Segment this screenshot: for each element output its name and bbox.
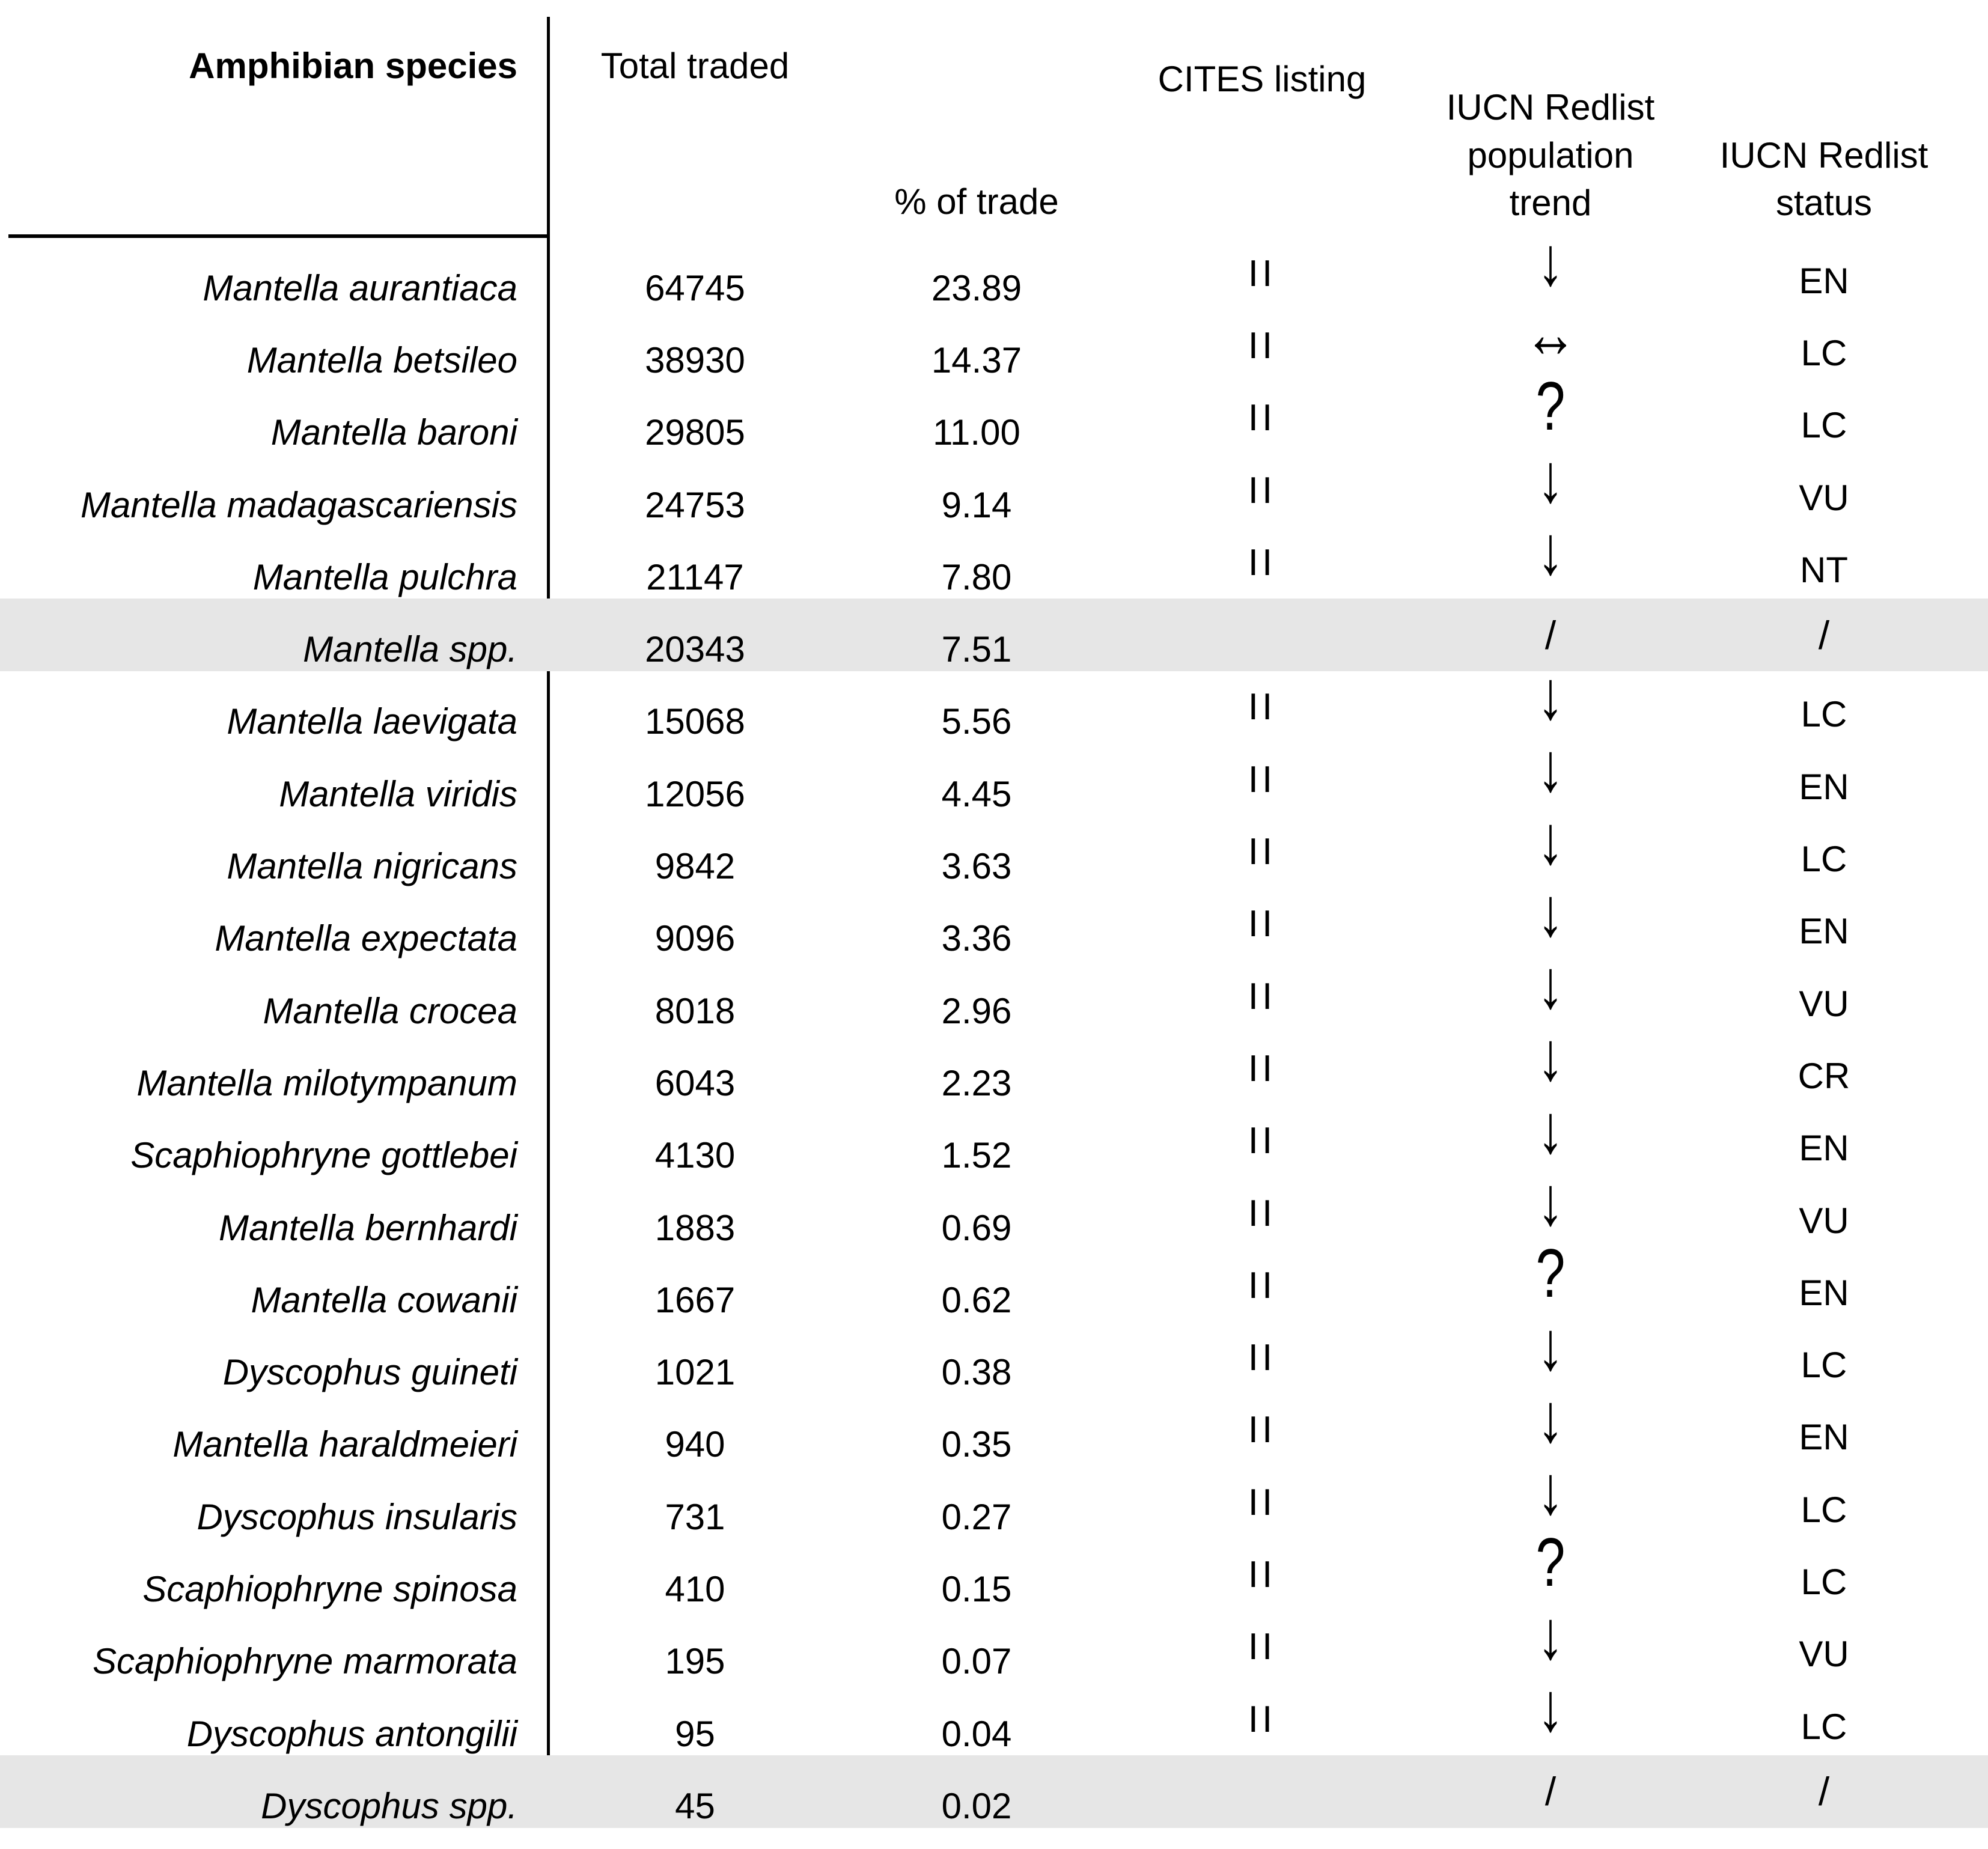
total-traded-value: 1883 xyxy=(654,1207,736,1248)
table-row xyxy=(0,1523,1988,1610)
cites-listing-value: II xyxy=(1248,1698,1276,1740)
table-row xyxy=(0,945,1988,1032)
species-name: Mantella bernhardi xyxy=(219,1207,517,1248)
species-name: Mantella haraldmeieri xyxy=(172,1424,517,1465)
population-trend-symbol: ? xyxy=(1535,1234,1566,1312)
population-trend-symbol: ↓ xyxy=(1537,1162,1564,1240)
cites-listing-value: II xyxy=(1248,1047,1276,1089)
pct-of-trade-value: 0.15 xyxy=(941,1568,1012,1609)
population-trend-symbol: ↓ xyxy=(1537,656,1564,734)
redlist-status-value: VU xyxy=(1799,1200,1849,1241)
redlist-status-value: EN xyxy=(1799,766,1849,807)
pct-of-trade-value: 0.38 xyxy=(941,1352,1012,1393)
table-row xyxy=(0,1162,1988,1249)
redlist-status-value: VU xyxy=(1799,1634,1849,1675)
header-trend-line-1: IUCN Redlist xyxy=(1446,87,1655,128)
header-amphibian-species-label: Amphibian species xyxy=(189,46,517,86)
cites-listing-value: II xyxy=(1248,1264,1276,1306)
total-traded-value: 1667 xyxy=(654,1279,736,1320)
pct-of-trade-value: 7.51 xyxy=(941,629,1012,670)
pct-of-trade-value: 4.45 xyxy=(941,773,1012,814)
pct-of-trade-value: 7.80 xyxy=(941,556,1012,597)
redlist-status-value: EN xyxy=(1799,1128,1849,1169)
pct-of-trade-value: 14.37 xyxy=(931,340,1022,380)
total-traded-value: 9842 xyxy=(654,846,736,887)
pct-of-trade-value: 9.14 xyxy=(941,484,1012,525)
species-name: Dyscophus guineti xyxy=(222,1352,517,1393)
pct-of-trade-value: 0.62 xyxy=(941,1279,1012,1320)
redlist-status-value: NT xyxy=(1800,549,1848,590)
population-trend-symbol: ↓ xyxy=(1537,728,1564,806)
pct-of-trade-value: 1.52 xyxy=(941,1135,1012,1176)
total-traded-value: 940 xyxy=(665,1424,725,1465)
species-name: Mantella expectata xyxy=(215,918,517,959)
cites-listing-value: II xyxy=(1248,1337,1276,1379)
header-amphibian-species xyxy=(0,0,549,237)
species-name: Dyscophus antongilii xyxy=(186,1713,517,1754)
species-name: Dyscophus insularis xyxy=(197,1496,517,1537)
population-trend-symbol: ↓ xyxy=(1537,1451,1564,1529)
table-row xyxy=(0,367,1988,454)
header-iucn-redlist-status xyxy=(1689,0,1959,237)
pct-of-trade-value: 2.23 xyxy=(941,1062,1012,1103)
total-traded-value: 1021 xyxy=(654,1352,736,1393)
pct-of-trade-value: 2.96 xyxy=(941,990,1012,1031)
table-row xyxy=(0,1595,1988,1683)
species-name: Mantella madagascariensis xyxy=(80,484,517,525)
total-traded-value: 21147 xyxy=(646,556,744,597)
population-trend-symbol: ↓ xyxy=(1537,873,1564,951)
table-header xyxy=(0,0,1988,237)
cites-listing-value: II xyxy=(1248,686,1276,728)
redlist-status-value: EN xyxy=(1799,911,1849,952)
pct-of-trade-value: 23.89 xyxy=(931,267,1022,308)
header-status-line-1: IUCN Redlist xyxy=(1719,135,1929,175)
pct-of-trade-value: 5.56 xyxy=(941,701,1012,742)
species-name: Mantella aurantiaca xyxy=(203,267,517,308)
redlist-status-value: EN xyxy=(1799,1417,1849,1458)
redlist-status-value: LC xyxy=(1800,1706,1847,1747)
redlist-status-value: LC xyxy=(1800,694,1847,735)
header-pct-of-trade-label: % of trade xyxy=(894,181,1059,222)
redlist-status-value: EN xyxy=(1799,260,1849,301)
species-name: Mantella crocea xyxy=(263,990,517,1031)
redlist-status-value: VU xyxy=(1799,983,1849,1024)
table-row xyxy=(0,728,1988,815)
cites-listing-value: II xyxy=(1248,1553,1276,1595)
pct-of-trade-value: 0.04 xyxy=(941,1713,1012,1754)
table-row xyxy=(0,1089,1988,1177)
total-traded-value: 4130 xyxy=(654,1135,736,1176)
cites-listing-value: II xyxy=(1248,1409,1276,1451)
table-row xyxy=(0,1234,1988,1321)
population-trend-symbol: ↓ xyxy=(1537,1017,1564,1095)
population-trend-symbol: ↓ xyxy=(1537,800,1564,879)
cites-listing-value: II xyxy=(1248,758,1276,800)
total-traded-value: 24753 xyxy=(645,484,745,525)
total-traded-value: 15068 xyxy=(645,701,745,742)
redlist-status-value: / xyxy=(1818,1769,1830,1814)
table-row xyxy=(0,222,1988,309)
cites-listing-value: II xyxy=(1248,1626,1276,1668)
species-name: Mantella milotympanum xyxy=(136,1062,517,1103)
pct-of-trade-value: 11.00 xyxy=(933,412,1020,453)
species-name: Mantella pulchra xyxy=(252,556,517,597)
table-row xyxy=(0,800,1988,888)
pct-of-trade-value: 0.69 xyxy=(941,1207,1012,1248)
cites-listing-value: II xyxy=(1248,975,1276,1017)
population-trend-symbol: ↓ xyxy=(1537,222,1564,300)
redlist-status-value: LC xyxy=(1800,332,1847,373)
table-row xyxy=(0,511,1988,599)
table-row xyxy=(0,1755,1988,1827)
redlist-status-value: LC xyxy=(1800,405,1847,446)
redlist-status-value: LC xyxy=(1800,1489,1847,1530)
species-name: Scaphiophryne marmorata xyxy=(92,1641,517,1682)
table-row xyxy=(0,1017,1988,1104)
population-trend-symbol: ↓ xyxy=(1537,1306,1564,1384)
pct-of-trade-value: 0.02 xyxy=(941,1785,1012,1826)
population-trend-symbol: / xyxy=(1544,1769,1557,1814)
header-total-traded xyxy=(549,0,841,237)
pct-of-trade-value: 0.07 xyxy=(941,1641,1012,1682)
table-row xyxy=(0,656,1988,743)
population-trend-symbol: / xyxy=(1544,612,1557,657)
table-row xyxy=(0,599,1988,671)
header-cites-listing xyxy=(1112,0,1412,237)
table-row xyxy=(0,873,1988,960)
population-trend-symbol: ↓ xyxy=(1537,1668,1564,1746)
total-traded-value: 29805 xyxy=(645,412,745,453)
header-status-line-2: status xyxy=(1775,182,1873,223)
population-trend-symbol: ↓ xyxy=(1537,511,1564,589)
total-traded-value: 731 xyxy=(665,1496,725,1537)
cites-listing-value: II xyxy=(1248,324,1276,367)
species-name: Mantella viridis xyxy=(279,773,517,814)
total-traded-value: 410 xyxy=(665,1568,725,1609)
total-traded-value: 9096 xyxy=(654,918,736,959)
cites-listing-value: II xyxy=(1248,252,1276,294)
species-name: Mantella baroni xyxy=(270,412,517,453)
cites-listing-value: II xyxy=(1248,469,1276,511)
header-iucn-population-trend xyxy=(1412,0,1689,237)
species-name: Mantella nigricans xyxy=(227,846,517,887)
table-body xyxy=(0,222,1988,1828)
total-traded-value: 95 xyxy=(675,1713,715,1754)
population-trend-symbol: ? xyxy=(1535,1523,1566,1601)
cites-listing-value: II xyxy=(1248,1481,1276,1523)
population-trend-symbol: ↓ xyxy=(1537,439,1564,517)
redlist-status-value: LC xyxy=(1800,1345,1847,1386)
total-traded-value: 64745 xyxy=(645,267,745,308)
cites-listing-value: II xyxy=(1248,903,1276,945)
redlist-status-value: VU xyxy=(1799,477,1849,518)
redlist-status-value: EN xyxy=(1799,1272,1849,1313)
table-row xyxy=(0,1451,1988,1538)
species-name: Mantella laevigata xyxy=(227,701,517,742)
total-traded-value: 38930 xyxy=(645,340,745,380)
cites-listing-value: II xyxy=(1248,831,1276,873)
header-pct-of-trade xyxy=(841,0,1112,237)
species-name: Scaphiophryne gottlebei xyxy=(130,1135,517,1176)
pct-of-trade-value: 0.27 xyxy=(941,1496,1012,1537)
population-trend-symbol: ↔ xyxy=(1524,294,1577,373)
redlist-status-value: CR xyxy=(1797,1055,1850,1096)
population-trend-symbol: ↓ xyxy=(1537,1378,1564,1457)
cites-listing-value: II xyxy=(1248,1120,1276,1162)
cites-listing-value: II xyxy=(1248,1192,1276,1234)
species-name: Mantella spp. xyxy=(303,629,517,670)
population-trend-symbol: ↓ xyxy=(1537,945,1564,1023)
total-traded-value: 6043 xyxy=(654,1062,736,1103)
table-row xyxy=(0,294,1988,382)
total-traded-value: 8018 xyxy=(654,990,736,1031)
pct-of-trade-value: 3.63 xyxy=(941,846,1012,887)
population-trend-symbol: ↓ xyxy=(1537,1089,1564,1168)
total-traded-value: 195 xyxy=(665,1641,725,1682)
header-cites-listing-label: CITES listing xyxy=(1157,59,1367,99)
table-row xyxy=(0,1378,1988,1466)
table-row xyxy=(0,1668,1988,1755)
redlist-status-value: / xyxy=(1818,612,1830,657)
species-name: Mantella betsileo xyxy=(246,340,517,380)
cites-listing-value: II xyxy=(1248,541,1276,583)
species-name: Scaphiophryne spinosa xyxy=(142,1568,517,1609)
header-trend-line-3: trend xyxy=(1509,182,1592,223)
cites-listing-value: II xyxy=(1248,397,1276,439)
pct-of-trade-value: 3.36 xyxy=(941,918,1012,959)
total-traded-value: 20343 xyxy=(645,629,745,670)
species-name: Dyscophus spp. xyxy=(261,1785,517,1826)
redlist-status-value: LC xyxy=(1800,1561,1847,1602)
redlist-status-value: LC xyxy=(1800,839,1847,880)
table-row xyxy=(0,1306,1988,1394)
population-trend-symbol: ↓ xyxy=(1537,1595,1564,1674)
header-total-traded-label: Total traded xyxy=(600,46,790,86)
population-trend-symbol: ? xyxy=(1535,367,1566,445)
header-trend-line-2: population xyxy=(1467,135,1634,175)
species-name: Mantella cowanii xyxy=(251,1279,517,1320)
total-traded-value: 45 xyxy=(675,1785,715,1826)
table-row xyxy=(0,439,1988,526)
total-traded-value: 12056 xyxy=(645,773,745,814)
pct-of-trade-value: 0.35 xyxy=(941,1424,1012,1465)
